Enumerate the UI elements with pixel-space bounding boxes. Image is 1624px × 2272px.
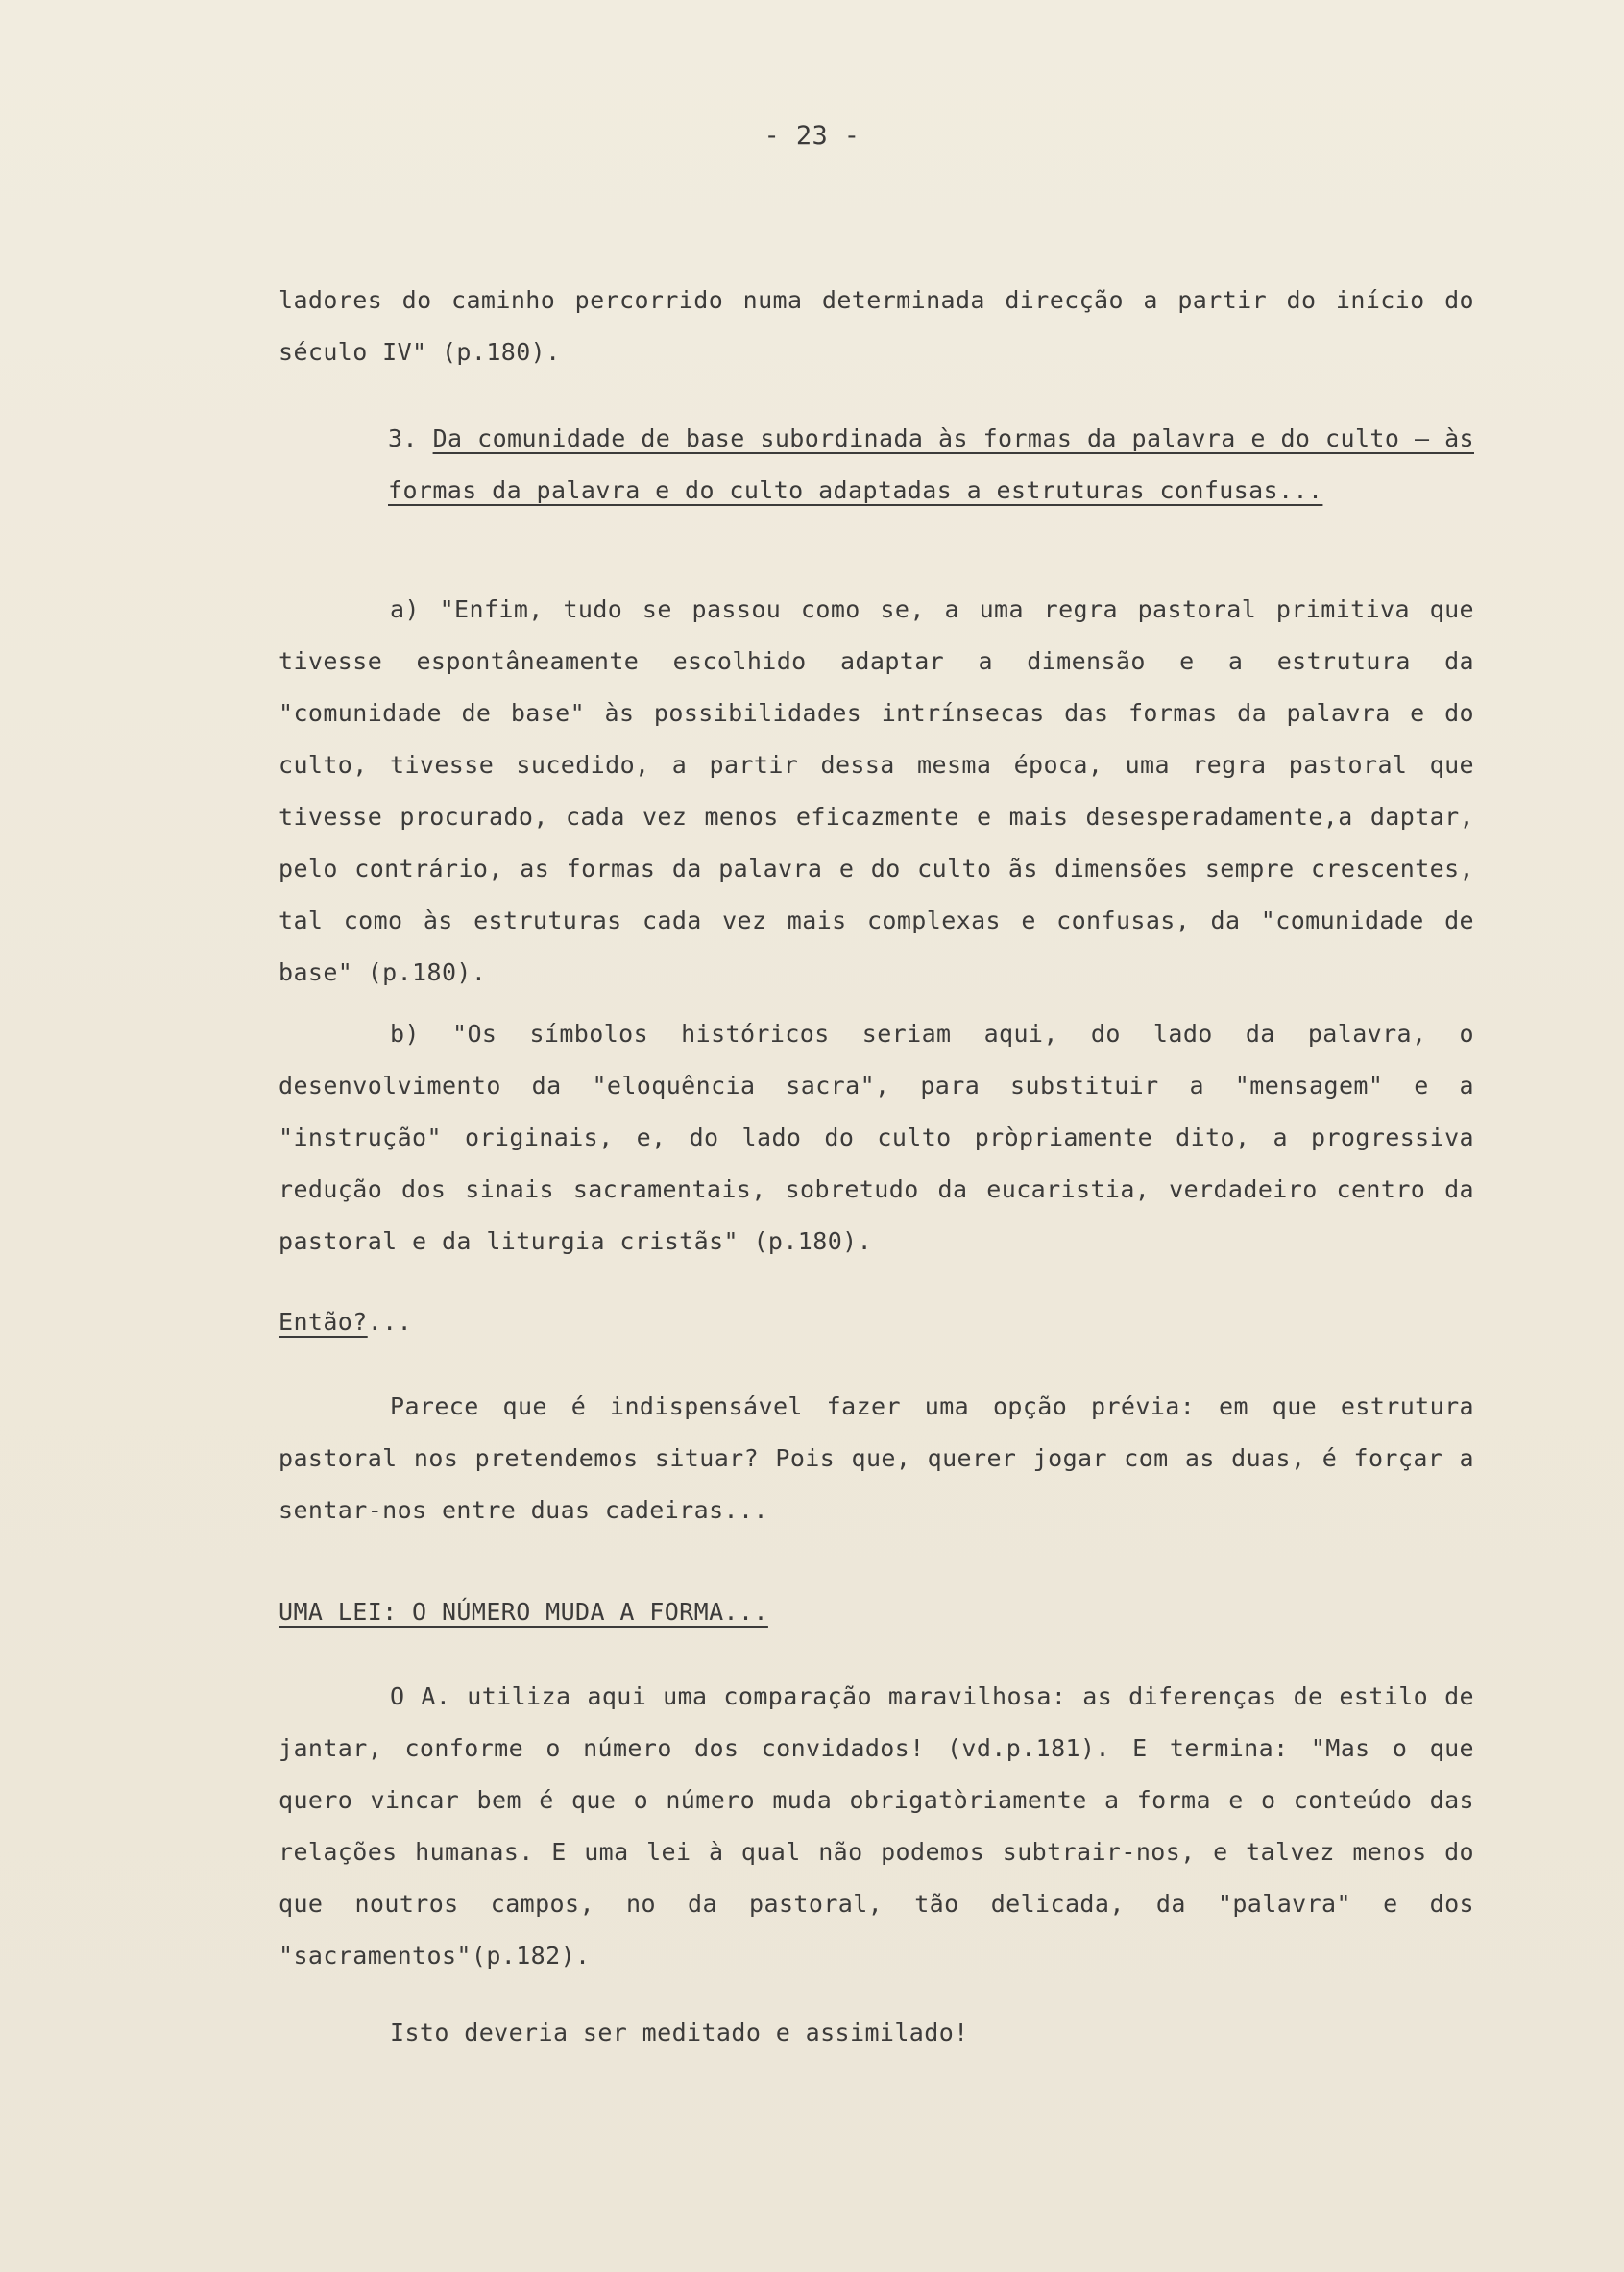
lei-heading-text: UMA LEI: O NÚMERO MUDA A FORMA...: [279, 1598, 768, 1626]
entao-heading-line: [279, 1296, 1474, 1348]
paragraph-intro-continuation: [279, 275, 1474, 378]
paragraph-item-b: [279, 1008, 1474, 1268]
opcao-text: Parece que é indispensável fazer uma opção prévia: em que estrutura pastoral nos pretendemos situar? Pois que, querer jogar com as duas, é forçar a sentar-nos entre duas cadeiras...: [279, 1392, 1474, 1524]
paragraph-lei: [279, 1671, 1474, 1982]
lei-heading: [279, 1586, 1474, 1638]
entao-heading-text: Então?: [279, 1308, 368, 1336]
paragraph-opcao: [279, 1381, 1474, 1536]
section-3-heading-text: [279, 413, 1474, 517]
lei-text: O A. utiliza aqui uma comparação maravilhosa: as diferenças de estilo de jantar, conforme o número dos convidados! (vd.p.181). E termina: "Mas o que quero vincar bem é que o número muda obrigatòriamente a forma e o conteúdo das relações humanas. E uma lei à qual não podemos subtrair-nos, e talvez menos do que noutros campos, no da pastoral, tão delicada, da "palavra" e dos "sacramentos"(p.182).: [279, 1682, 1474, 1970]
section-3-title: Da comunidade de base subordinada às formas da palavra e do culto — às formas da palavra e do culto adaptadas a estruturas confusas...: [388, 424, 1474, 504]
section-3-number: 3.: [388, 424, 433, 452]
entao-heading: [279, 1296, 1474, 1348]
closing-sentence: Isto deveria ser meditado e assimilado!: [390, 2018, 969, 2046]
item-a-text: a) "Enfim, tudo se passou como se, a uma regra pastoral primitiva que tivesse espontâneamente escolhido adaptar a dimensão e a estrutura da "comunidade de base" às possibilidades intrínsecas das formas da palavra e do culto, tivesse sucedido, a partir dessa mesma época, uma regra pastoral que tivesse procurado, cada vez menos eficazmente e mais desesperadamente,a daptar, pelo contrário, as formas da palavra e do culto ãs dimensões sempre crescentes, tal como às estruturas cada vez mais complexas e confusas, da "comunidade de base" (p.180).: [279, 595, 1474, 986]
page-number: - 23 -: [764, 121, 860, 151]
entao-heading-ellipsis: ...: [367, 1308, 413, 1336]
item-b-text: b) "Os símbolos históricos seriam aqui, do lado da palavra, o desenvolvimento da "eloquência sacra", para substituir a "mensagem" e a "instrução" originais, e, do lado do culto pròpriamente dito, a progressiva redução dos sinais sacramentais, sobretudo da eucaristia, verdadeiro centro da pastoral e da liturgia cristãs" (p.180).: [279, 1020, 1474, 1255]
section-3-heading: [279, 413, 1474, 517]
paragraph-item-a: [279, 584, 1474, 999]
paragraph-text: ladores do caminho percorrido numa determinada direcção a partir do início do século IV" (p.180).: [279, 286, 1474, 366]
